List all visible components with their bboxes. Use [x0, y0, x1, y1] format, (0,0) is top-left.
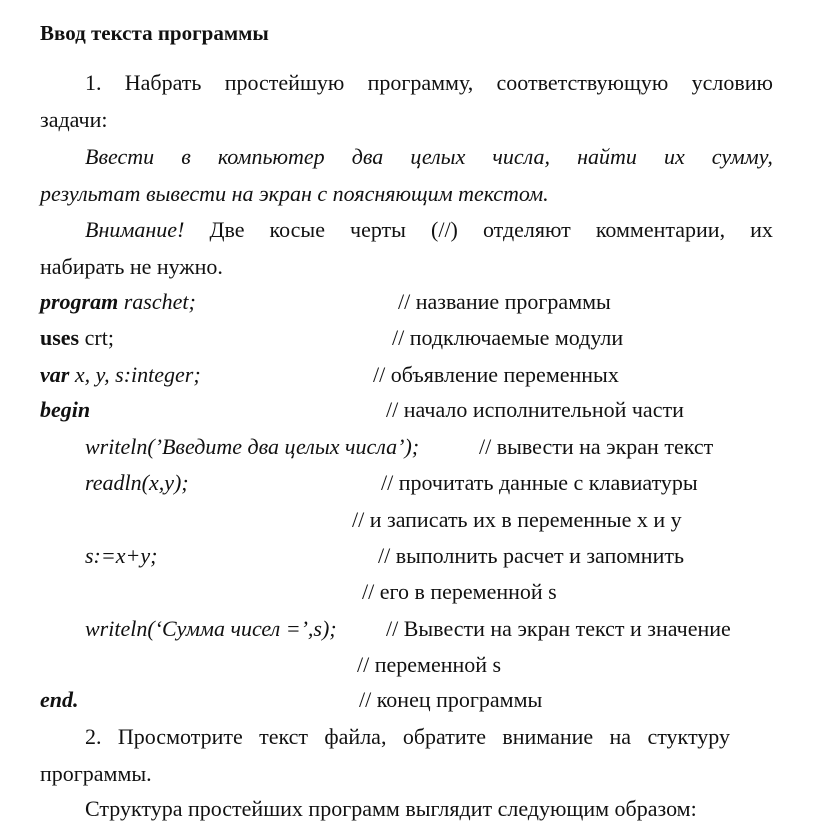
word: соответствующую: [496, 70, 669, 95]
paragraph-1-line-2: задачи:: [40, 107, 108, 132]
code-line-writeln-1: writeln(’Введите два целых числа’);: [85, 434, 420, 459]
word: файла,: [324, 724, 387, 749]
word: 2.: [85, 724, 102, 749]
word: текст: [259, 724, 309, 749]
task-line-1: [85, 143, 773, 171]
code-line-uses: [40, 324, 114, 352]
code-line-sum: s:=x+y;: [85, 543, 158, 568]
code-comment: // название программы: [398, 289, 611, 314]
note-line-2: набирать не нужно.: [40, 254, 223, 279]
keyword: uses: [40, 325, 80, 350]
code-line-program: [40, 288, 196, 316]
code-comment: // переменной s: [357, 652, 502, 677]
word: компьютер: [217, 144, 325, 169]
word: числа,: [492, 144, 551, 169]
word: простейшую: [224, 70, 345, 95]
word: программу,: [367, 70, 474, 95]
word: комментарии,: [595, 217, 726, 242]
code-comment: // и записать их в переменные x и y: [352, 507, 682, 532]
word: условию: [691, 70, 773, 95]
word: Набрать: [124, 70, 202, 95]
word: стуктуру: [647, 724, 730, 749]
word: их: [750, 217, 773, 242]
word: их: [663, 144, 685, 169]
word: на: [609, 724, 632, 749]
word: найти: [577, 144, 637, 169]
keyword: begin: [40, 397, 91, 422]
keyword: var: [40, 362, 70, 387]
paragraph-3: Структура простейших программ выглядит следующим образом:: [85, 796, 697, 821]
word: Две: [209, 217, 245, 242]
code-line-end: [40, 686, 79, 714]
word: два: [351, 144, 384, 169]
code-comment: // начало исполнительной части: [386, 397, 684, 422]
attention-word: Внимание!: [85, 217, 185, 242]
word: Ввести: [85, 144, 155, 169]
code-comment: // вывести на экран текст: [479, 434, 714, 459]
code-comment: // подключаемые модули: [392, 325, 624, 350]
code-comment: // выполнить расчет и запомнить: [378, 543, 684, 568]
code-comment: // прочитать данные с клавиатуры: [381, 470, 698, 495]
code-line-writeln-2: writeln(‘Сумма чисел =’,s);: [85, 616, 337, 641]
code-text: crt;: [79, 325, 114, 350]
word: (//): [431, 217, 458, 242]
paragraph-1-line-1: [85, 69, 773, 97]
word: сумму,: [711, 144, 773, 169]
word: в: [181, 144, 191, 169]
word: Просмотрите: [117, 724, 243, 749]
code-comment: // Вывести на экран текст и значение: [386, 616, 731, 641]
word: обратите: [402, 724, 486, 749]
word: внимание: [502, 724, 594, 749]
code-comment: // его в переменной s: [362, 579, 557, 604]
word: целых: [410, 144, 466, 169]
code-comment: // конец программы: [359, 687, 543, 712]
code-comment: // объявление переменных: [373, 362, 619, 387]
keyword: end.: [40, 687, 79, 712]
word: косые: [269, 217, 325, 242]
word: отделяют: [482, 217, 571, 242]
word: черты: [350, 217, 406, 242]
code-line-var: [40, 361, 201, 389]
paragraph-2-line-1: [85, 723, 730, 751]
task-line-2: результат вывести на экран с поясняющим текстом.: [40, 181, 549, 206]
section-heading: Ввод текста программы: [40, 21, 269, 45]
code-text: x, y, s:integer;: [69, 362, 201, 387]
code-line-readln: readln(x,y);: [85, 470, 189, 495]
paragraph-2-line-2: программы.: [40, 761, 152, 786]
note-line-1: [85, 216, 773, 244]
code-text: raschet;: [118, 289, 196, 314]
word: 1.: [85, 70, 102, 95]
code-line-begin: [40, 396, 90, 424]
keyword: program: [40, 289, 119, 314]
